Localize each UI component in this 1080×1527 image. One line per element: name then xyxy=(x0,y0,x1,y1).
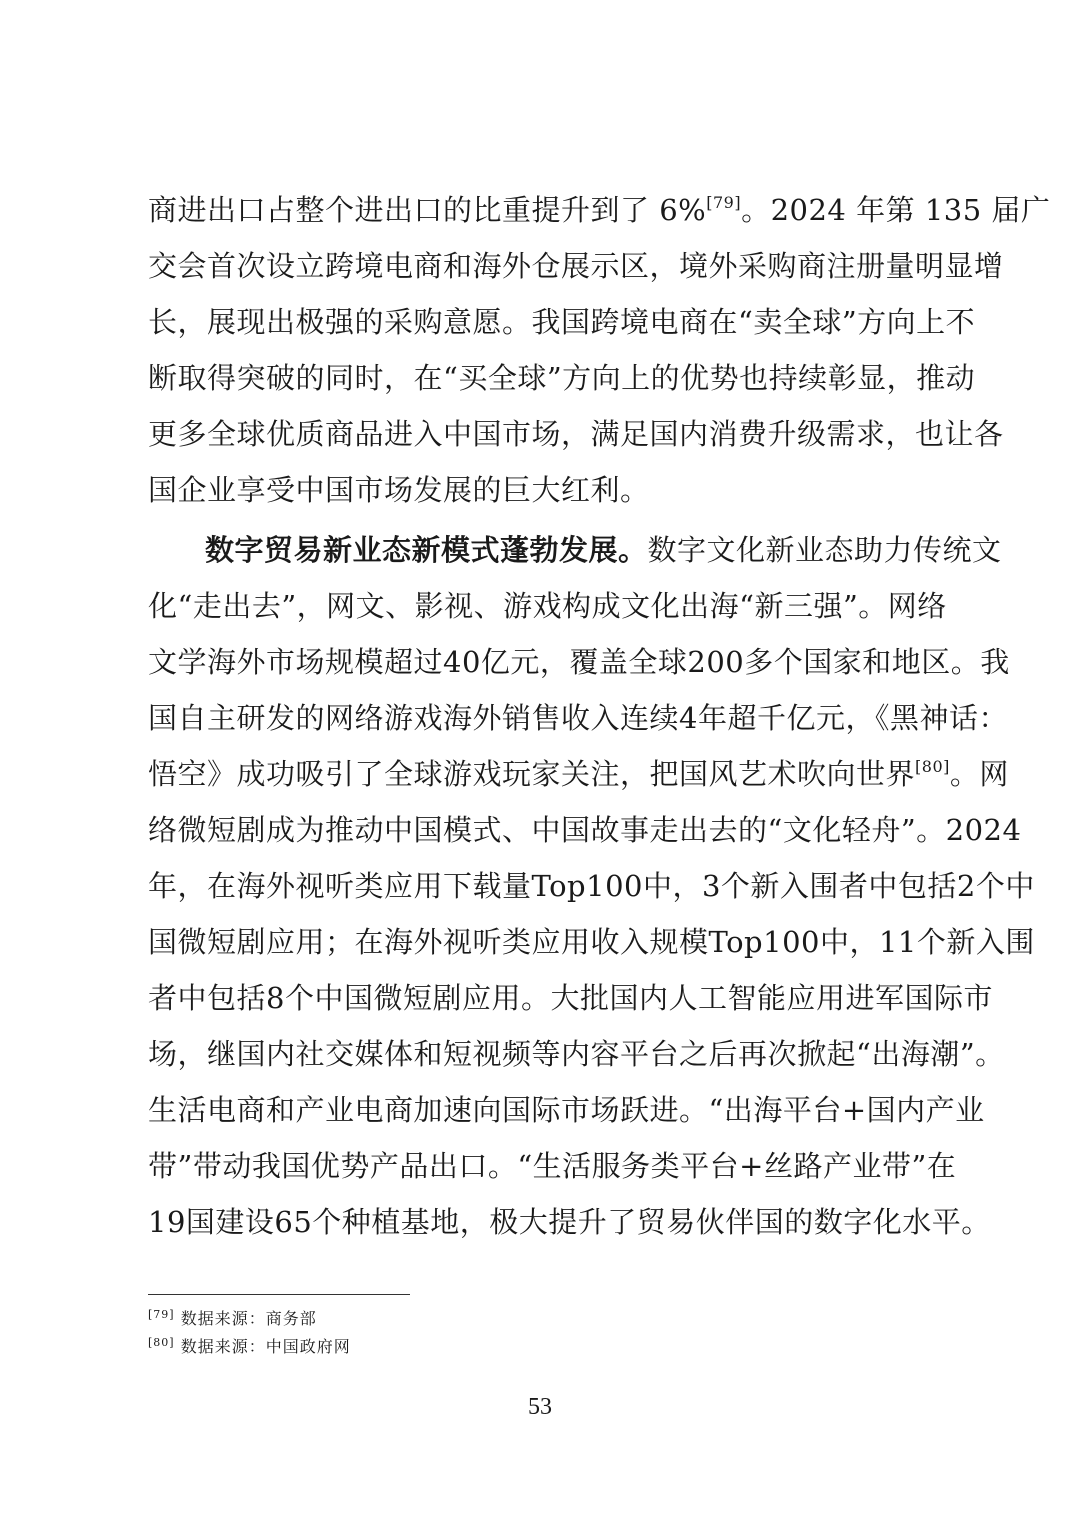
body-text-line: 生活电商和产业电商加速向国际市场跃进。“出海平台+国内产业 xyxy=(148,1093,985,1127)
body-text-line: 文学海外市场规模超过40亿元，覆盖全球200多个国家和地区。我 xyxy=(148,645,1010,679)
body-text-line: 商进出口占整个进出口的比重提升到了 6%[79]。2024 年第 135 届广 xyxy=(148,193,1051,227)
body-text-line: 场，继国内社交媒体和短视频等内容平台之后再次掀起“出海潮”。 xyxy=(148,1037,1005,1071)
body-text-line: 带”带动我国优势产品出口。“生活服务类平台+丝路产业带”在 xyxy=(148,1149,957,1183)
body-text-line: 悟空》成功吸引了全球游戏玩家关注，把国风艺术吹向世界[80]。网 xyxy=(148,757,1009,791)
body-text-line: 化“走出去”，网文、影视、游戏构成文化出海“新三强”。网络 xyxy=(148,589,947,623)
body-text-line: 者中包括8个中国微短剧应用。大批国内人工智能应用进军国际市 xyxy=(148,981,993,1015)
footnote-divider xyxy=(148,1294,410,1295)
body-text-line: 国自主研发的网络游戏海外销售收入连续4年超千亿元，《黑神话： xyxy=(148,701,1008,735)
footnote-ref-79: [79] xyxy=(706,193,742,212)
body-text-line: 国企业享受中国市场发展的巨大红利。 xyxy=(148,473,650,507)
body-text-line: 络微短剧成为推动中国模式、中国故事走出去的“文化轻舟”。2024 xyxy=(148,813,1022,847)
body-text-line: 交会首次设立跨境电商和海外仓展示区，境外采购商注册量明显增 xyxy=(148,249,1004,283)
body-text-line: 数字贸易新业态新模式蓬勃发展。数字文化新业态助力传统文 xyxy=(205,533,1002,567)
body-text-line: 国微短剧应用；在海外视听类应用收入规模Top100中，11个新入围 xyxy=(148,925,1035,959)
body-text-line: 19国建设65个种植基地，极大提升了贸易伙伴国的数字化水平。 xyxy=(148,1205,991,1239)
body-text-line: 断取得突破的同时，在“买全球”方向上的优势也持续彰显，推动 xyxy=(148,361,976,395)
footnote-79: [79] 数据来源：商务部 xyxy=(148,1308,317,1328)
body-text-line: 更多全球优质商品进入中国市场，满足国内消费升级需求，也让各 xyxy=(148,417,1004,451)
footnote-80: [80] 数据来源：中国政府网 xyxy=(148,1336,351,1356)
footnote-ref-80: [80] xyxy=(915,757,950,776)
body-text-line: 长，展现出极强的采购意愿。我国跨境电商在“卖全球”方向上不 xyxy=(148,305,976,339)
paragraph-heading: 数字贸易新业态新模式蓬勃发展。 xyxy=(205,533,648,567)
page-number: 53 xyxy=(528,1394,552,1420)
body-text-line: 年，在海外视听类应用下载量Top100中，3个新入围者中包括2个中 xyxy=(148,869,1035,903)
